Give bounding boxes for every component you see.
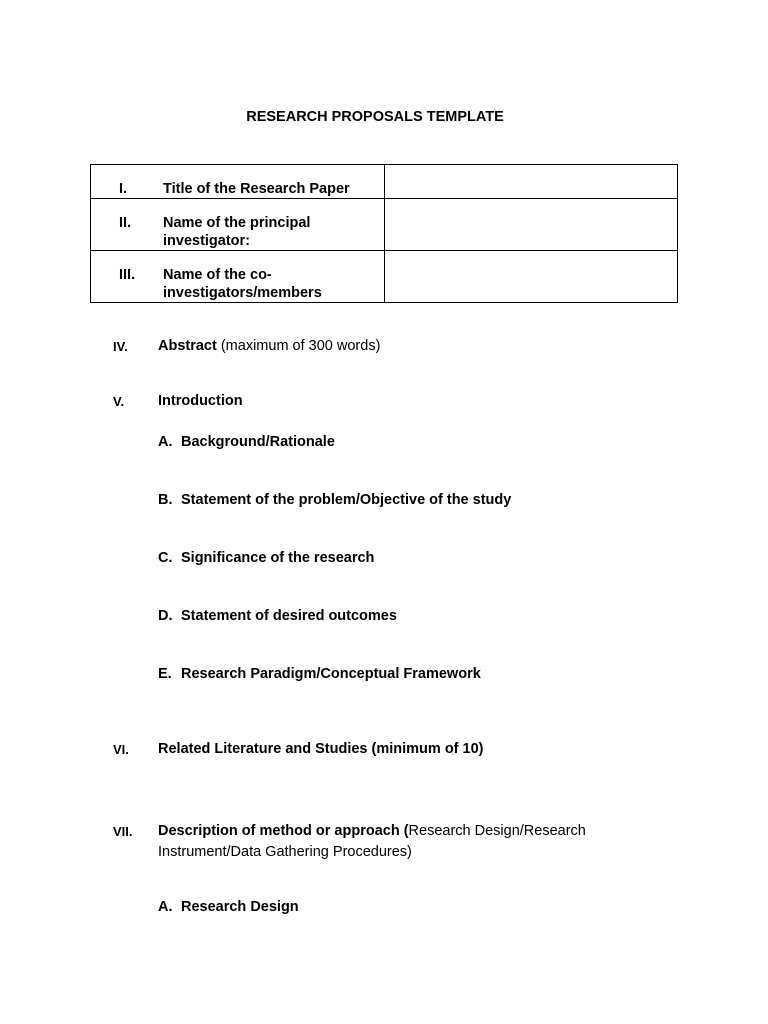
proposal-info-table [90, 164, 678, 303]
section-heading: Introduction [158, 393, 243, 409]
item-text: Research Paradigm/Conceptual Framework [181, 666, 481, 682]
item-text: Statement of desired outcomes [181, 608, 397, 624]
item-text: Research Design [181, 899, 299, 915]
item-letter: E. [158, 666, 172, 682]
row-label: Name of the co-investigators/members [163, 267, 322, 301]
row-number: III. [119, 267, 136, 283]
item-letter: A. [158, 434, 173, 450]
list-item [158, 606, 397, 627]
row-label: Title of the Research Paper [163, 181, 350, 197]
section-number: VII. [113, 824, 133, 839]
table-label-cell [91, 165, 385, 199]
section-heading: Related Literature and Studies (minimum of 10) [158, 741, 484, 757]
item-text: Background/Rationale [181, 434, 335, 450]
item-letter: D. [158, 608, 173, 624]
item-letter: A. [158, 899, 173, 915]
table-label-cell [91, 251, 385, 303]
table-row [91, 251, 678, 303]
list-item [158, 548, 374, 569]
row-number: I. [119, 181, 128, 197]
section-number: V. [113, 394, 125, 409]
table-label-cell [91, 199, 385, 251]
table-value-cell-title[interactable] [385, 165, 678, 199]
list-item [158, 432, 335, 453]
section-heading-bold: Abstract [158, 338, 217, 354]
section-number: VI. [113, 742, 129, 757]
section-heading [158, 336, 628, 357]
section-heading-note: (maximum of 300 words) [216, 338, 381, 354]
list-item [158, 490, 511, 511]
document-title: RESEARCH PROPOSALS TEMPLATE [246, 109, 504, 125]
item-letter: B. [158, 492, 173, 508]
table-value-cell-principal-investigator[interactable] [385, 199, 678, 251]
item-text: Significance of the research [181, 550, 375, 566]
section-number: IV. [113, 339, 128, 354]
section-heading-note: Research Design/Research Instrument/Data Gathering Procedures) [158, 823, 586, 860]
list-item [158, 897, 299, 918]
row-label: Name of the principal investigator: [163, 215, 311, 249]
table-row [91, 165, 678, 199]
section-heading [158, 821, 628, 863]
row-number: II. [119, 215, 132, 231]
section-heading-bold: Description of method or approach ( [158, 823, 409, 839]
table-row [91, 199, 678, 251]
table-value-cell-co-investigators[interactable] [385, 251, 678, 303]
list-item [158, 664, 481, 685]
item-text: Statement of the problem/Objective of the study [181, 492, 512, 508]
item-letter: C. [158, 550, 173, 566]
